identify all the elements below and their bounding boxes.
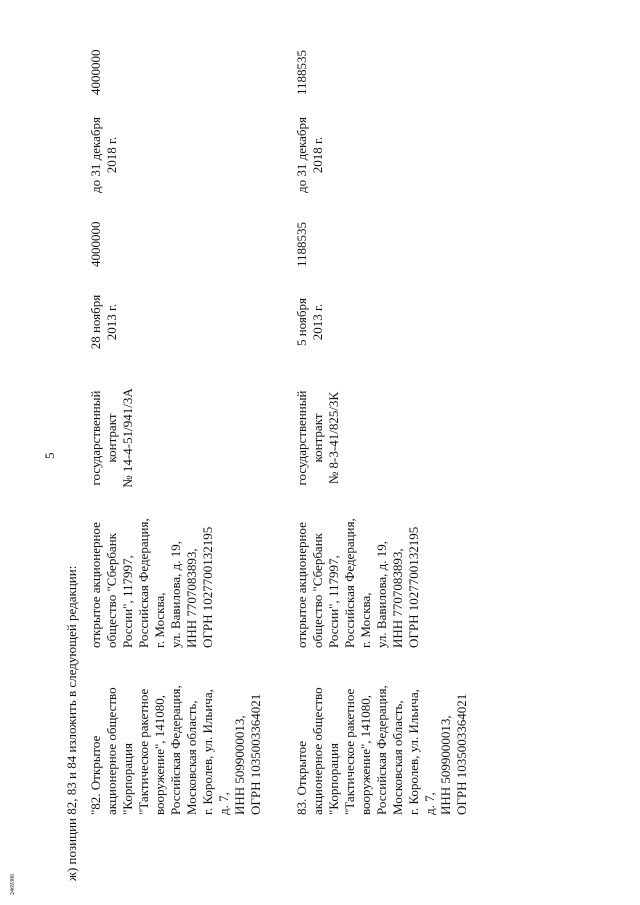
document-id: 2469386 bbox=[10, 874, 16, 895]
row-83-term: до 31 декабря 2018 г. bbox=[294, 117, 325, 193]
row-83-amount: 1188535 bbox=[294, 221, 309, 267]
page-number: 5 bbox=[42, 452, 57, 459]
intro-line: ж) позиции 82, 83 и 84 изложить в следующей редакции: bbox=[64, 565, 79, 881]
row-82-position: "82. Открытое акционерное общество "Корпорация "Тактическое ракетное вооружение", 141080, Российская Федерация, Московская область, г. Королев, ул. Ильича, д. 7, ИНН 5099000013, ОГРН 1035003364021 bbox=[88, 685, 263, 815]
row-82-creditor: открытое акционерное общество "Сбербанк России", 117997, Российская Федерация, г. Москва, ул. Вавилова, д. 19, ИНН 7707083893, ОГРН 1027700132195 bbox=[88, 518, 215, 648]
row-82-term: до 31 декабря 2018 г. bbox=[88, 117, 119, 193]
row-82-amount: 4000000 bbox=[88, 221, 103, 267]
row-83-contract: государственный контракт № 8-3-41/825/3К bbox=[294, 390, 341, 486]
row-83-creditor: открытое акционерное общество "Сбербанк России", 117997, Российская Федерация, г. Москва, ул. Вавилова, д. 19, ИНН 7707083893, ОГРН 1027700132195 bbox=[294, 518, 421, 648]
row-83-date: 5 ноября 2013 г. bbox=[294, 297, 325, 347]
row-82-date: 28 ноября 2013 г. bbox=[88, 294, 119, 350]
row-82-contract: государственный контракт № 14-4-51/941/3А bbox=[88, 388, 135, 488]
row-82-amount2: 4000000 bbox=[88, 49, 103, 95]
row-83-position: 83. Открытое акционерное общество "Корпорация "Тактическое ракетное вооружение", 141080, Российская Федерация, Московская область, г. Королев, ул. Ильича, д. 7, ИНН 5099000013, ОГРН 1035003364021 bbox=[294, 685, 469, 815]
row-83-amount2: 1188535 bbox=[294, 49, 309, 95]
